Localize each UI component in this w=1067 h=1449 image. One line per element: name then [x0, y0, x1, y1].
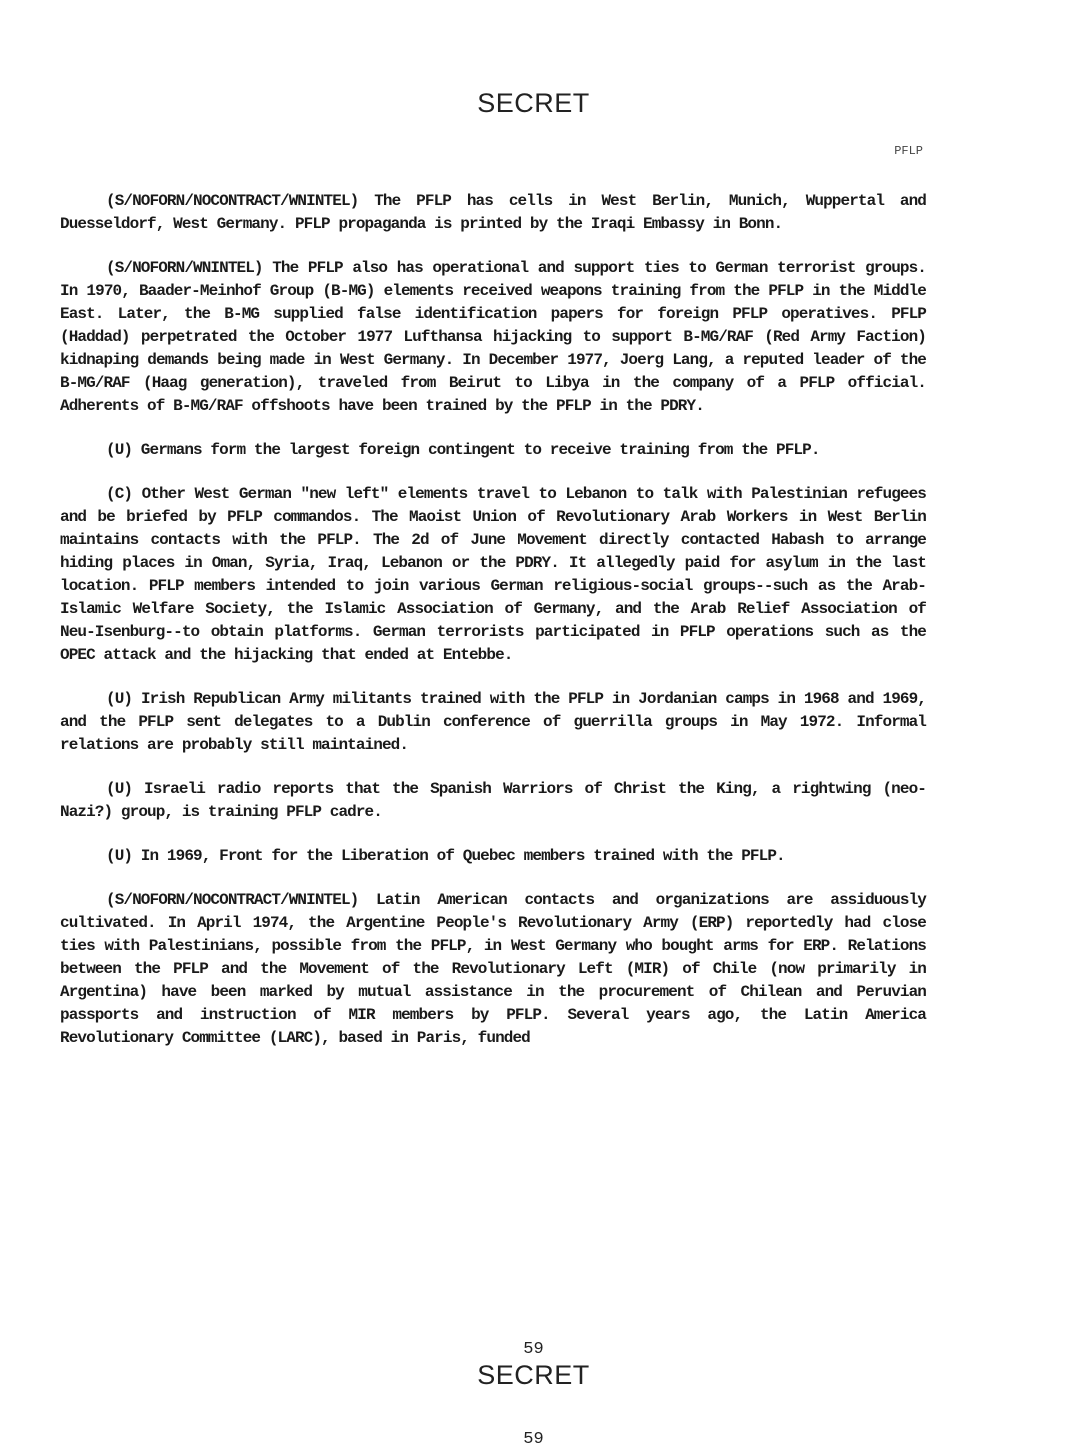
paragraph-new-left: (C) Other West German "new left" elements travel to Lebanon to talk with Palestinian refugees and be briefed by PFLP commandos. The Maoist Union of Revolutionary Arab Workers in West Berlin maintains contacts with the PFLP. The 2d of June Movement directly contacted Habash to arrange hiding places in Oman, Syria, Iraq, Lebanon or the PDRY. It allegedly paid for asylum in the last location. PFLP members intended to join various German religious-social groups--such as the Arab-Islamic Welfare Society, the Islamic Association of Germany, and the Arab Relief Association of Neu-Isenburg--to obtain platforms. German terrorists participated in PFLP operations such as the OPEC attack and the hijacking that ended at Entebbe.	[60, 485, 926, 664]
page-number: 59	[523, 1340, 544, 1359]
paragraph-germans-training: (U) Germans form the largest foreign contingent to receive training from the PFLP.	[106, 441, 820, 459]
paragraph-spanish-warriors: (U) Israeli radio reports that the Spanish Warriors of Christ the King, a rightwing (neo-Nazi?) group, is training PFLP cadre.	[60, 780, 926, 821]
paragraph-ira: (U) Irish Republican Army militants trained with the PFLP in Jordanian camps in 1968 and 1969, and the PFLP sent delegates to a Dublin conference of guerrilla groups in May 1972. Informal relations are probably still maintained.	[60, 690, 926, 754]
page-tag: PFLP	[894, 144, 923, 158]
classification-header: SECRET	[477, 88, 590, 118]
paragraph-quebec: (U) In 1969, Front for the Liberation of Quebec members trained with the PFLP.	[106, 847, 785, 865]
paragraph-latin-america: (S/NOFORN/NOCONTRACT/WNINTEL) Latin American contacts and organizations are assiduously cultivated. In April 1974, the Argentine People's Revolutionary Army (ERP) reportedly had close ties with Palestinians, possible from the PFLP, in West Germany who bought arms for ERP. Relations between the PFLP and the Movement of the Revolutionary Left (MIR) of Chile (now primarily in Argentina) have been marked by mutual assistance in the procurement of Chilean and Peruvian passports and instruction of MIR members by PFLP. Several years ago, the Latin America Revolutionary Committee (LARC), based in Paris, funded	[60, 891, 926, 1047]
paragraph-cells-germany: (S/NOFORN/NOCONTRACT/WNINTEL) The PFLP has cells in West Berlin, Munich, Wuppertal and Duesseldorf, West Germany. PFLP propaganda is printed by the Iraqi Embassy in Bonn.	[60, 192, 926, 233]
classification-footer: SECRET	[477, 1360, 590, 1390]
document-body	[60, 190, 926, 1071]
page-number-bottom: 59	[523, 1430, 544, 1449]
paragraph-german-terrorist-ties: (S/NOFORN/WNINTEL) The PFLP also has operational and support ties to German terrorist groups. In 1970, Baader-Meinhof Group (B-MG) elements received weapons training from the PFLP in the Middle East. Later, the B-MG supplied false identification papers for foreign PFLP operatives. PFLP (Haddad) perpetrated the October 1977 Lufthansa hijacking to support B-MG/RAF (Red Army Faction) kidnaping demands being made in West Germany. In December 1977, Joerg Lang, a reputed leader of the B-MG/RAF (Haag generation), traveled from Beirut to Libya in the company of a PFLP official. Adherents of B-MG/RAF offshoots have been trained by the PFLP in the PDRY.	[60, 259, 926, 415]
